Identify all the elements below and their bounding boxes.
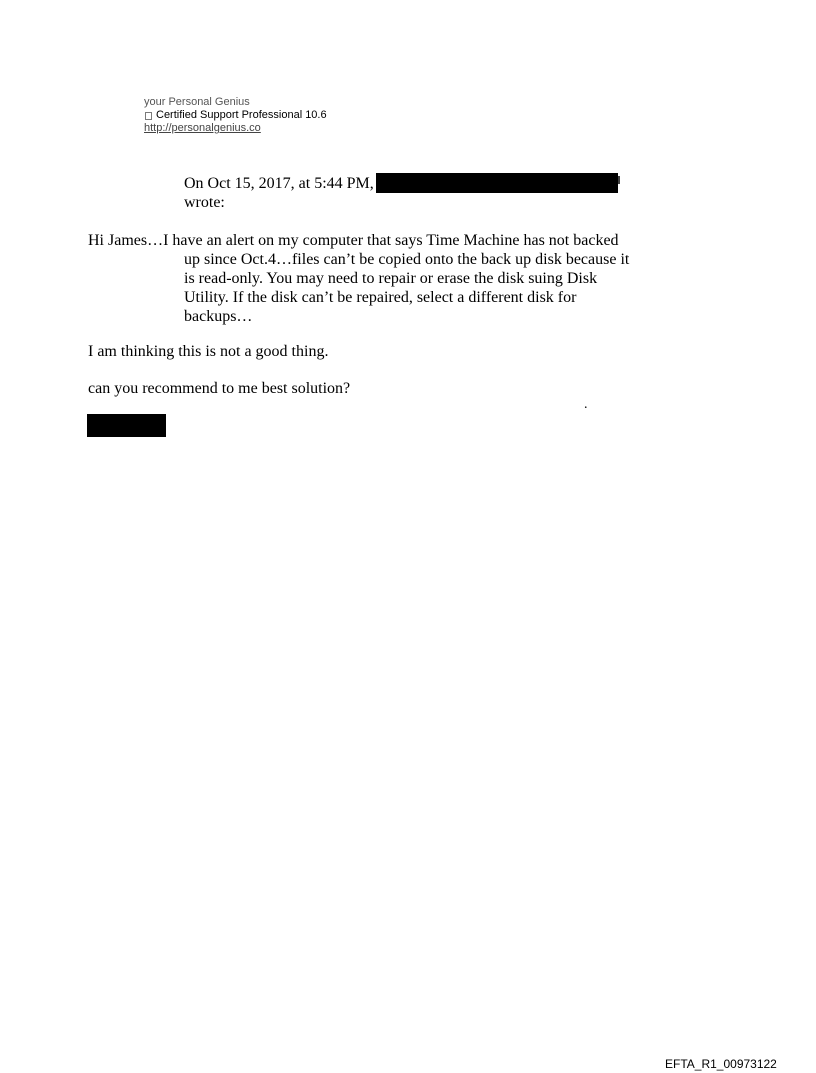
message-line: up since Oct.4…files can’t be copied onto the back up disk because it (184, 251, 630, 268)
message-paragraph (88, 231, 648, 326)
redaction-edge-mark (618, 176, 620, 184)
message-first-line: Hi James…I have an alert on my computer that says Time Machine has not backed (88, 232, 619, 249)
message-line: Utility. If the disk can’t be repaired, select a different disk for (184, 289, 577, 306)
signature-certification (144, 109, 327, 122)
redacted-sender-name (376, 173, 618, 193)
message-line: is read-only. You may need to repair or erase the disk suing Disk (184, 270, 598, 287)
stray-mark: . (584, 397, 588, 412)
signature-tagline: your Personal Genius (144, 96, 250, 108)
redacted-signature (87, 414, 166, 437)
message-question-line: can you recommend to me best solution? (88, 380, 351, 397)
message-thinking-line: I am thinking this is not a good thing. (88, 343, 329, 360)
quote-header-date: On Oct 15, 2017, at 5:44 PM, (184, 175, 374, 192)
signature-certification-text: Certified Support Professional 10.6 (156, 109, 327, 121)
document-id: EFTA_R1_00973122 (665, 1057, 777, 1071)
email-signature (144, 96, 327, 135)
message-line: backups… (184, 308, 253, 325)
quote-header-wrote: wrote: (184, 194, 225, 211)
checkbox-glyph-icon (145, 112, 152, 120)
signature-link[interactable]: http://personalgenius.co (144, 122, 261, 134)
